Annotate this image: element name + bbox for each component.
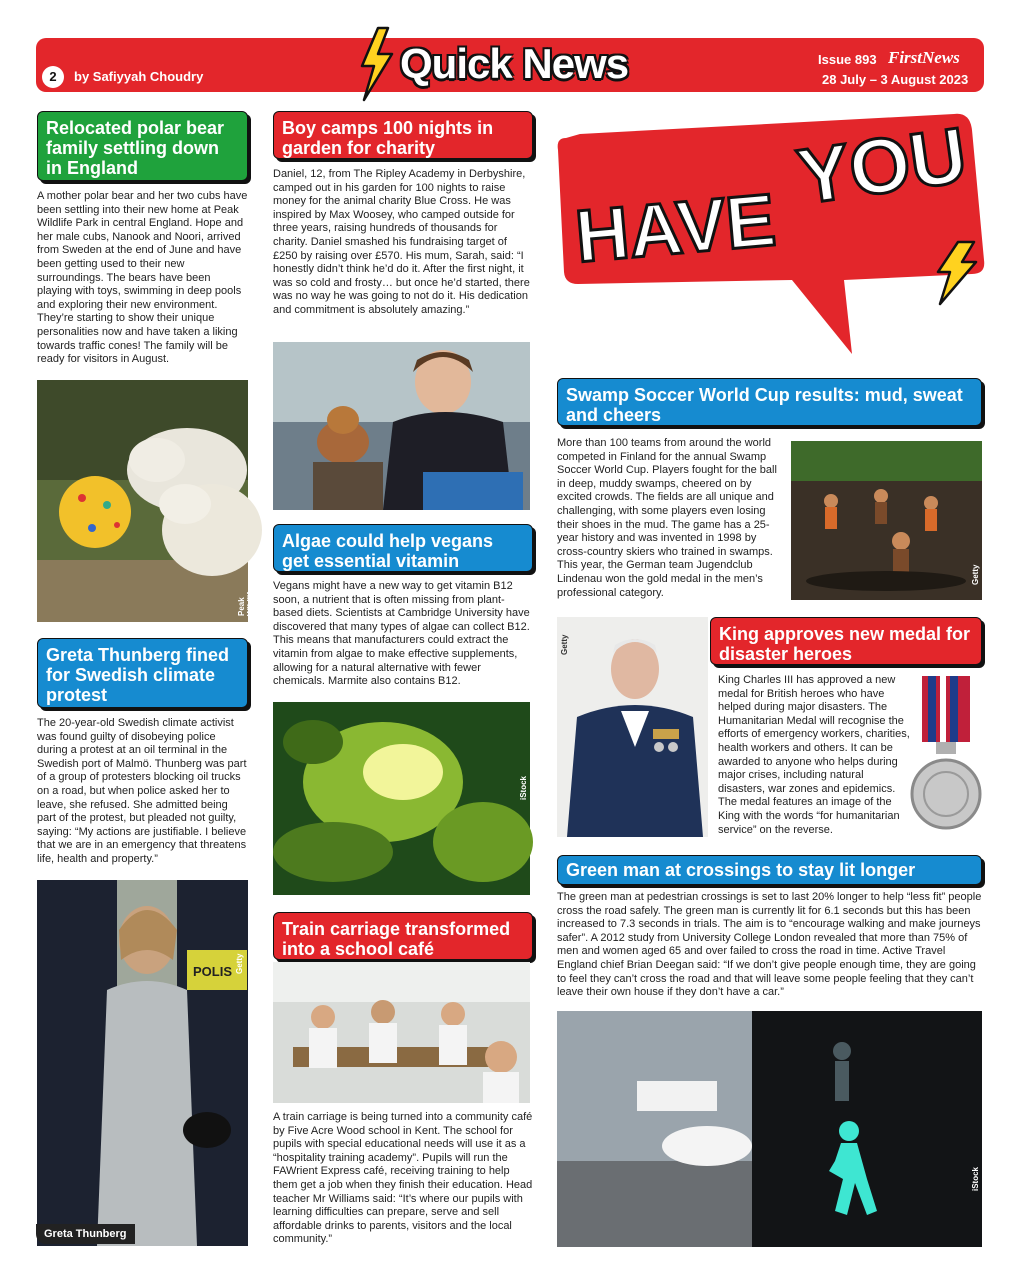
headline-greta-thunberg: Greta Thunberg fined for Swedish climate protest <box>37 638 248 708</box>
king-charles-photo <box>557 617 708 837</box>
have-you-speech-bubble <box>552 104 992 364</box>
headline-king-medal: King approves new medal for disaster heroes <box>710 617 982 665</box>
article-body-swamp-soccer: More than 100 teams from around the world competed in Finland for the annual Swamp Soccer World Cup. Players fought for the ball in deep, muddy swamps, cheered on by excited crowds. The fields are all unique and challenging, with some players even losing their shoes in the mud. The game has a 25-year history and was invented in 1998 by cross-country skiers who trained in swamps. This year, the German team Jugendclub Lindenau won the gold medal in the men’s professional category. <box>557 437 777 599</box>
byline: by Safiyyah Choudry <box>74 69 204 84</box>
brand-logo: FirstNews <box>888 48 960 67</box>
polar-bear-photo <box>37 380 264 622</box>
lightning-bolt-icon <box>356 26 396 102</box>
headline-green-man: Green man at crossings to stay lit longer <box>557 855 982 885</box>
article-body-boy-camps: Daniel, 12, from The Ripley Academy in Derbyshire, camped out in his garden for 100 nights to raise money for the animal charity Blue Cross. He was inspired by Max Woosey, who camped outside for three years, raising hundreds of thousands for charity. Daniel smashed his fundraising target of £250 by raising over £570. His mum, Sarah, said: “I honestly didn’t think he’d do it. After the first night, it was so cold and frosty… but once he’d started, there was no way he was going to not do it. His dedication and commitment is absolutely amazing.” <box>273 168 530 316</box>
article-body-polar-bear: A mother polar bear and her two cubs have been settling into their new home at Peak Wildlife Park in central England. Hope and her male cubs, Nanook and Noori, arrived from Sweden at the end of June and have been getting used to their new surroundings. The bears have been playing with toys, swimming in deep pools and exploring their new environment. They’re starting to show their unique personalities now and have taken a liking towards traffic cones! The family will be ready for visitors in August. <box>37 190 248 366</box>
photo-credit: Peak Wildlife Park <box>237 587 264 616</box>
headline-algae: Algae could help vegans get essential vitamin <box>273 524 533 572</box>
headline-swamp-soccer: Swamp Soccer World Cup results: mud, sweat and cheers <box>557 378 982 426</box>
school-cafe-photo <box>273 962 530 1103</box>
headline-polar-bear: Relocated polar bear family settling down in England <box>37 111 248 181</box>
page-title: Quick News <box>400 40 629 87</box>
photo-credit: Getty <box>971 564 980 585</box>
article-body-king-medal: King Charles III has approved a new medal for British heroes who have helped during major disasters. The Humanitarian Medal will recognise the efforts of emergency workers, charities, health workers and others. It can be awarded to anyone who helps during major crises, including natural disasters, war zones and epidemics. The medal features an image of the King with the words “for humanitarian service” on the reverse. <box>718 674 910 836</box>
issue-dates: 28 July – 3 August 2023 <box>822 72 969 87</box>
page-number: 2 <box>42 66 64 88</box>
greta-thunberg-photo <box>37 880 248 1246</box>
banner-word-have: HAVE <box>572 177 779 278</box>
photo-credit: Getty <box>560 634 569 655</box>
crossing-signal-photo <box>557 1011 982 1247</box>
polis-vest-label: POLIS <box>193 964 233 979</box>
photo-caption: Greta Thunberg <box>36 1224 135 1244</box>
photo-credit: iStock <box>971 1166 980 1191</box>
photo-credit: iStock <box>519 775 528 800</box>
article-body-algae: Vegans might have a new way to get vitamin B12 soon, a nutrient that is often missing from plant-based diets. Scientists at Cambridge University have discovered that many types of algae can collect B12. This means that manufacturers could extract the vitamin from algae to make effective supplements, allowing for a natural alternative with fewer chemicals. Marmite also contains B12. <box>273 580 530 688</box>
banner-word-you: YOU <box>792 110 972 221</box>
issue-number: Issue 893 <box>818 52 877 67</box>
headline-boy-camps: Boy camps 100 nights in garden for charity <box>273 111 533 159</box>
photo-credit: Getty <box>235 953 244 974</box>
article-body-greta-thunberg: The 20-year-old Swedish climate activist was found guilty of disobeying police during a protest at an oil terminal in the Swedish port of Malmö. Thunberg was part of a group of protesters blocking oil trucks on a road, but when police asked her to leave, she refused. She admitted being part of the protest, but pleaded not guilty, saying: “My actions are justifiable. I believe that we are in an emergency that threatens life, health and property.” <box>37 717 247 865</box>
algae-photo <box>273 702 530 895</box>
boy-camping-photo <box>273 342 530 510</box>
swamp-soccer-photo <box>791 441 982 600</box>
article-body-train-cafe: A train carriage is being turned into a community café by Five Acre Wood school in Kent. The school for pupils with special educational needs will use it as a “hospitality training academy”. Pupils will run the FAWrient Express café, receiving training to help them get a job when they finish their education. Head teacher Mr Williams said: “It’s where our pupils with learning difficulties can prepare, serve and sell affordable drinks to parents, visitors and the local community.” <box>273 1111 533 1246</box>
headline-train-cafe: Train carriage transformed into a school café <box>273 912 533 960</box>
article-body-green-man: The green man at pedestrian crossings is set to last 20% longer to help “less fit” people cross the road safely. The green man is currently lit for 6.1 seconds but this has been increased to 7.3 seconds in trials. The aim is to “encourage walking and make journeys safer”. A 2012 study from University College London revealed that more than 75% of men and women aged 65 and over failed to cross the road in time. Active Travel England chief Brian Deegan said: “If we don’t give people enough time, they are going to feel they can’t cross the road and that will leave some people feeling that they can’t leave their own house if they don’t have a car.” <box>557 891 982 999</box>
humanitarian-medal-image <box>912 676 986 842</box>
